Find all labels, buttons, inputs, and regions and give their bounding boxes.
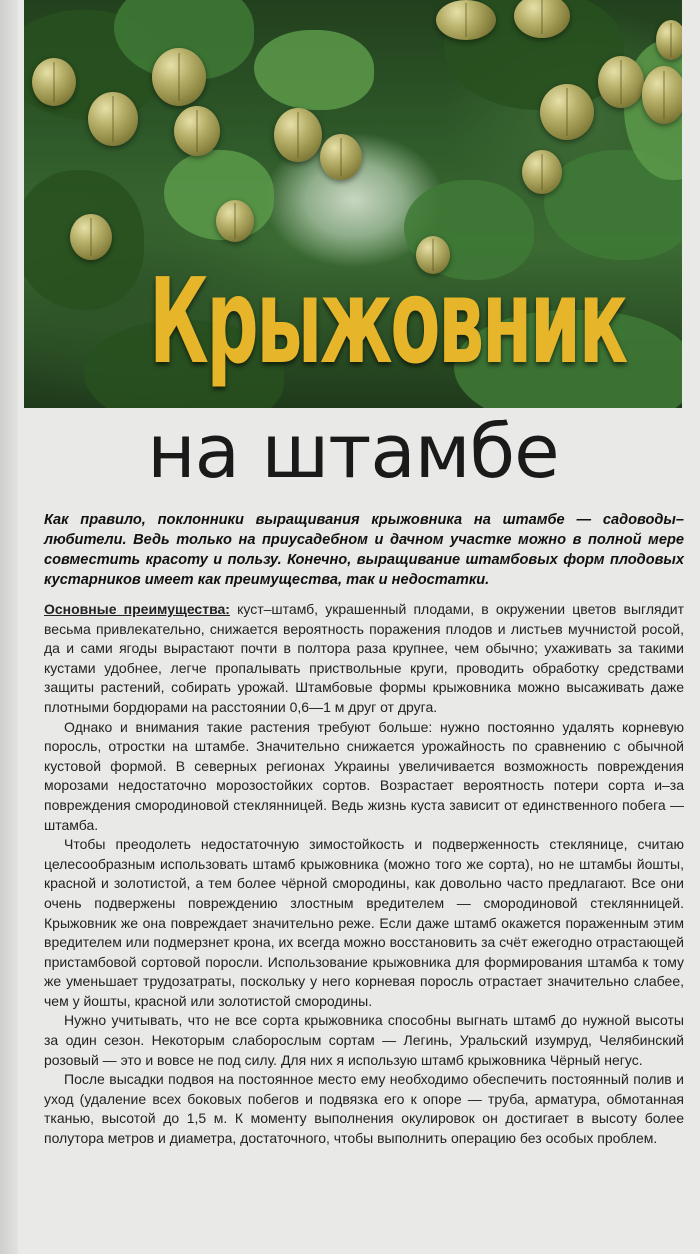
advantages-label: Основные преимущества: <box>44 601 230 617</box>
article-body <box>44 600 684 1149</box>
gooseberry-photo <box>24 0 682 408</box>
article-subtitle: на штамбе <box>147 409 559 495</box>
paragraph: После высадки подвоя на постоянное место ему необходимо обеспечить постоянный полив и уход (удаление всех боковых побегов и подвязка его к опоре — труба, арматура, обмотанная тканью, высотой до 1,5 м. К моменту выполнения окулировок он достигает в высоту более полутора метров и диаметра, достаточного, чтобы выполнить операцию без особых проблем. <box>44 1071 684 1147</box>
article-title: Крыжовник <box>149 252 626 390</box>
paragraph-text: куст–штамб, украшенный плодами, в окружении цветов выглядит весьма привлекательно, снижается вероятность поражения плодов и листьев мучнистой росой, да и сами ягоды вырастают почти в полтора раза крупнее, чем обычно; ухаживать за такими кустами удобнее, легче пропалывать приствольные круги, проводить обработку средствами защиты растений, собирать урожай. Штамбовые формы крыжовника можно высаживать даже плотными бордюрами на расстоянии 0,6—1 м друг от друга. <box>44 601 684 715</box>
paragraph <box>44 600 684 718</box>
paragraph: Чтобы преодолеть недостаточную зимостойкость и подверженность стеклянице, считаю целесообразным использовать штамб крыжовника (можно того же сорта), но не штамбы йошты, красной и золотистой, а тем более чёрной смородины, как довольно часто предлагают. Все они очень подвержены повреждению злостным вредителем — смородиновой стеклянницей. Крыжовник же она повреждает значительно реже. Если даже штамб окажется пораженным этим вредителем или подмерзнет крона, их всегда можно восстановить за счёт ежегодно отрастающей пристамбовой сортовой поросли. Использование крыжовника для формирования штамба к тому же уменьшает трудозатраты, поскольку у него корневая поросль отрастает значительно слабее, чем у йошты, красной или золотистой смородины. <box>44 836 685 1009</box>
paragraph: Однако и внимания такие растения требуют больше: нужно постоянно удалять корневую поросль, отростки на штамбе. Значительно снижается урожайность по сравнению с обычной кустовой формой. В северных регионах Украины увеличивается возможность повреждения морозами недостаточно морозостойких сортов. Возрастает вероятность потери сорта и–за повреждения смородиновой стеклянницей. Ведь жизнь куста зависит от единственного побега — штамба. <box>44 718 684 833</box>
paragraph: Нужно учитывать, что не все сорта крыжовника способны выгнать штамб до нужной высоты за один сезон. Некоторым слаборослым сортам — Легинь, Уральский изумруд, Челябинский розовый — это и вовсе не под силу. Для них я использую штамб крыжовника Чёрный негус. <box>44 1012 684 1068</box>
article-lead: Как правило, поклонники выращивания крыжовника на штамбе — садоводы–любители. Ведь только на приусадебном и дачном участке можно в полной мере совместить красоту и пользу. Конечно, выращивание штамбовых форм плодовых кустарников имеет как преимущества, так и недостатки. <box>44 512 684 588</box>
page-edge <box>0 0 18 1254</box>
